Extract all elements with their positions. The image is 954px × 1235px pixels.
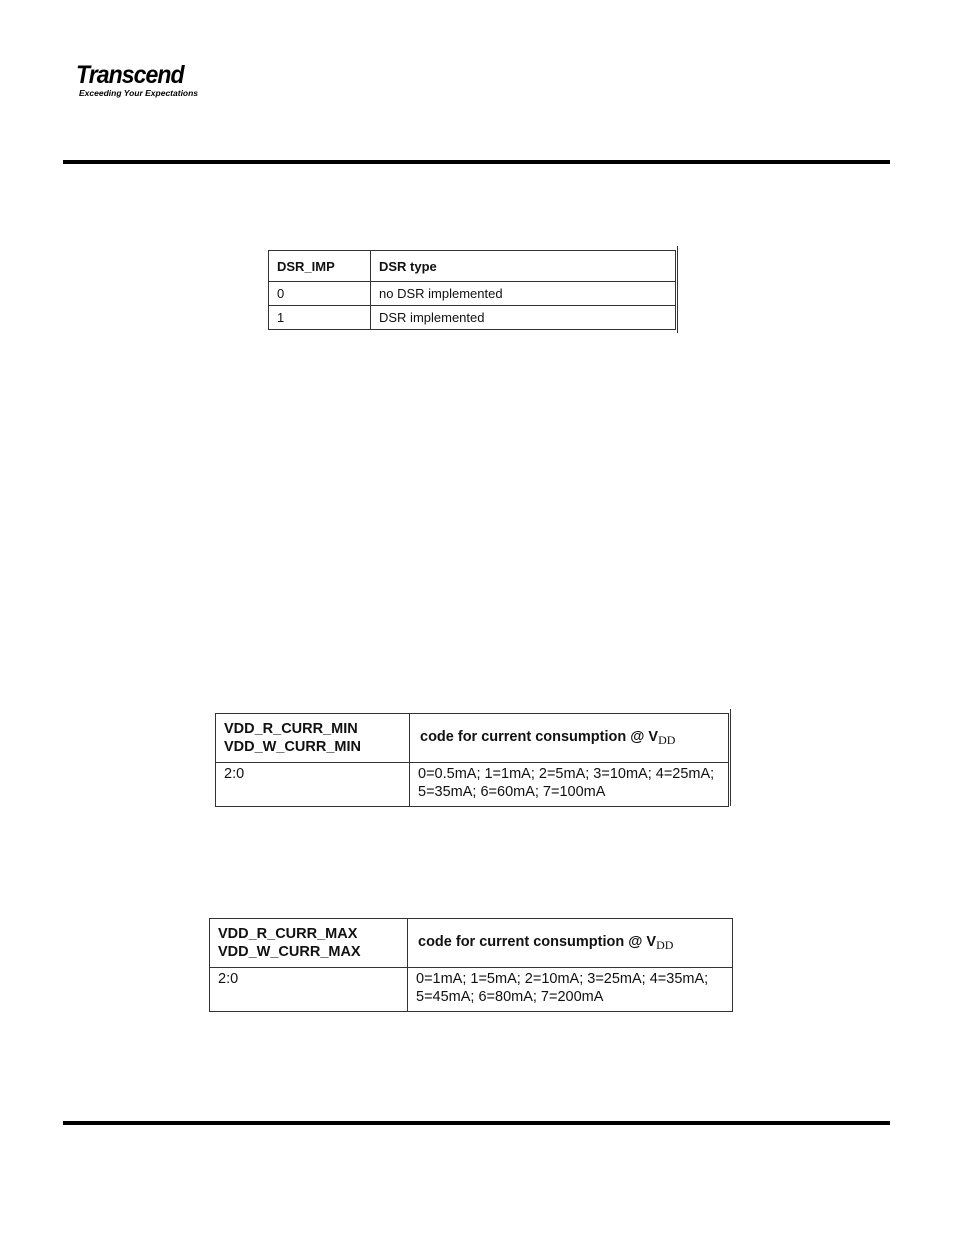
header-cell-description (408, 919, 733, 968)
footer-rule (63, 1121, 890, 1125)
header-subscript: DD (658, 732, 676, 747)
table-row (269, 306, 676, 330)
cell-description: no DSR implemented (371, 282, 676, 306)
table-header-row (216, 714, 729, 763)
header-description-text: code for current consumption @ V (418, 933, 657, 950)
header-cell-dsr-imp: DSR_IMP (269, 251, 371, 282)
logo-wordmark: Transcend (76, 61, 184, 89)
field-name-write: VDD_W_CURR_MIN (224, 739, 361, 755)
codes-line-2: 5=45mA; 6=80mA; 7=200mA (416, 989, 604, 1005)
cell-codes (410, 763, 729, 807)
codes-line-1: 0=1mA; 1=5mA; 2=10mA; 3=25mA; 4=35mA; (416, 971, 709, 987)
logo-tagline: Exceeding Your Expectations (79, 88, 199, 98)
codes-line-1: 0=0.5mA; 1=1mA; 2=5mA; 3=10mA; 4=25mA; (418, 766, 715, 782)
header-cell-dsr-type: DSR type (371, 251, 676, 282)
cell-description: DSR implemented (371, 306, 676, 330)
field-name-read: VDD_R_CURR_MIN (224, 721, 358, 737)
table-row (216, 763, 729, 807)
cell-value: 0 (269, 282, 371, 306)
header-cell-description (410, 714, 729, 763)
header-cell-field-names (210, 919, 408, 968)
cell-bits: 2:0 (210, 968, 408, 1012)
field-name-write: VDD_W_CURR_MAX (218, 944, 361, 960)
cell-value: 1 (269, 306, 371, 330)
header-rule (63, 160, 890, 164)
dsr-table (268, 250, 676, 330)
cell-bits: 2:0 (216, 763, 410, 807)
header-description-text: code for current consumption @ V (420, 728, 659, 745)
table-header-row (269, 251, 676, 282)
transcend-logo (76, 62, 216, 102)
codes-line-2: 5=35mA; 6=60mA; 7=100mA (418, 784, 606, 800)
table-row (210, 968, 733, 1012)
field-name-read: VDD_R_CURR_MAX (218, 926, 358, 942)
vdd-curr-max-table (209, 918, 733, 1012)
header-cell-field-names (216, 714, 410, 763)
vdd-curr-min-table (215, 713, 729, 807)
table-row (269, 282, 676, 306)
table-header-row (210, 919, 733, 968)
table-edge-line (730, 709, 731, 806)
table-edge-line (677, 246, 678, 333)
header-subscript: DD (656, 937, 674, 952)
cell-codes (408, 968, 733, 1012)
